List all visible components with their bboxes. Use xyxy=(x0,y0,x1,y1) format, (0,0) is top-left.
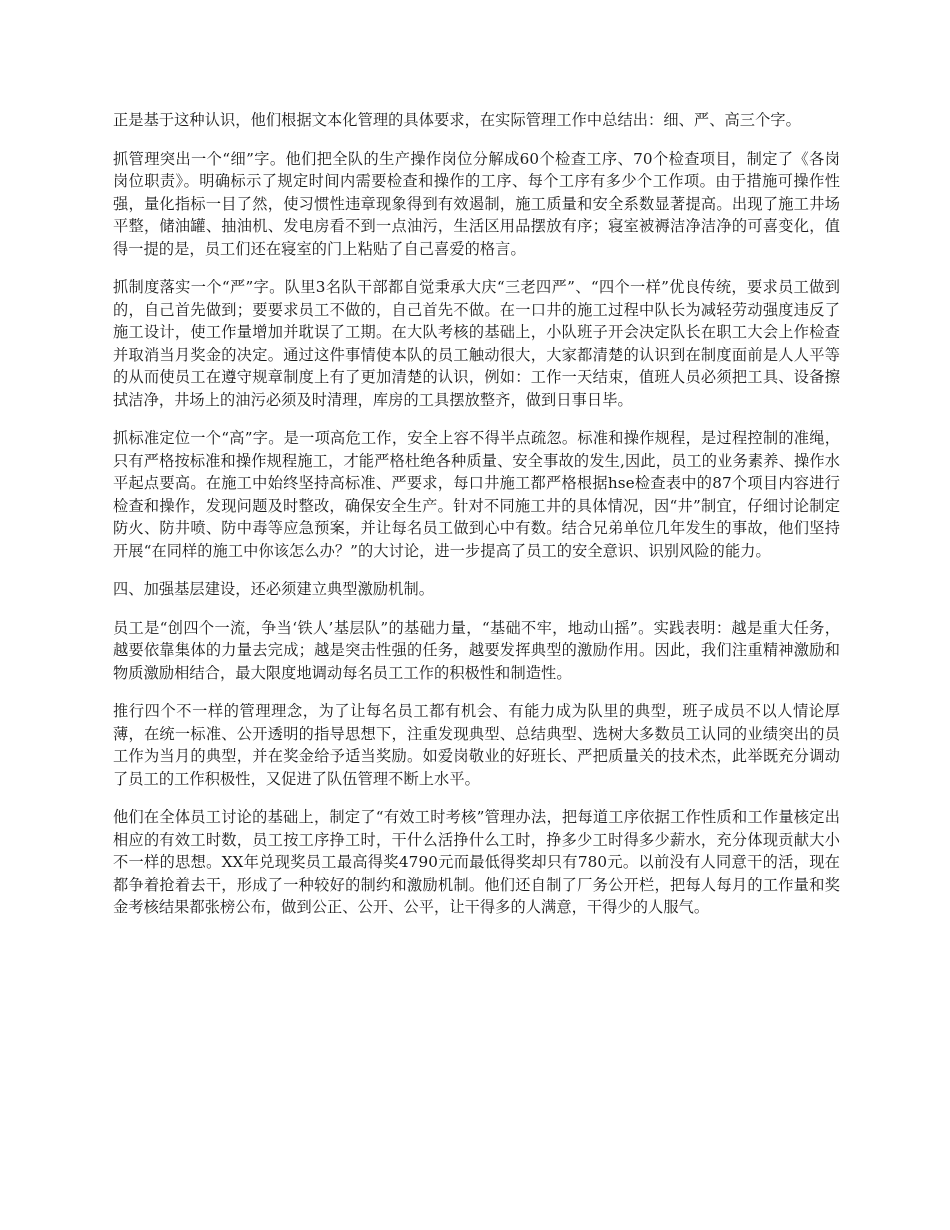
paragraph-intro: 正是基于这种认识，他们根据文本化管理的具体要求，在实际管理工作中总结出：细、严、高三个字。 xyxy=(113,111,801,129)
paragraph-management-concept: 推行四个不一样的管理理念，为了让每名员工都有机会、有能力成为队里的典型，班子成员不以人情论厚薄，在统一标准、公开透明的指导思想下，注重发现典型、总结典型、选树大多数员工认同的业绩突出的员工作为当月的典型，并在奖金给予适当奖励。如爱岗敬业的好班长、严把质量关的技术杰，此举既充分调动了员工的工作积极性，又促进了队伍管理不断上水平。 xyxy=(113,702,840,788)
section-heading-four: 四、加强基层建设，还必须建立典型激励机制。 xyxy=(113,580,435,598)
paragraph-strict: 抓制度落实一个“严”字。队里3名队干部都自觉秉承大庆“三老四严”、“四个一样”优良传统，要求员工做到的，自己首先做到；要要求员工不做的，自己首先不做。在一口井的施工过程中队长为减轻劳动强度违反了施工设计，使工作量增加并耽误了工期。在大队考核的基础上，小队班子开会决定队长在职工大会上作检查并取消当月奖金的决定。通过这件事情使本队的员工触动很大，大家都清楚的认识到在制度面前是人人平等的从而使员工在遵守规章制度上有了更加清楚的认识，例如：工作一天结束，值班人员必须把工具、设备擦拭洁净，井场上的油污必须及时清理，库房的工具摆放整齐，做到日事日毕。 xyxy=(113,278,840,409)
paragraph-detail: 抓管理突出一个“细”字。他们把全队的生产操作岗位分解成60个检查工序、70个检查项目，制定了《各岗岗位职责》。明确标示了规定时间内需要检查和操作的工序、每个工序有多少个工作项。由于措施可操作性强，量化指标一目了然，使习惯性违章现象得到有效遏制，施工质量和安全系数显著提高。出现了施工井场平整，储油罐、抽油机、发电房看不到一点油污，生活区用品摆放有序；寝室被褥洁净洁净的可喜变化，值得一提的是，员工们还在寝室的门上粘贴了自己喜爱的格言。 xyxy=(113,149,840,258)
document-body xyxy=(113,109,840,935)
paragraph-high-standard: 抓标准定位一个“高”字。是一项高危工作，安全上容不得半点疏忽。标准和操作规程，是过程控制的准绳，只有严格按标准和操作规程施工，才能严格杜绝各种质量、安全事故的发生,因此，员工的业务素养、操作水平起点要高。在施工中始终坚持高标准、严要求，每口井施工都严格根据hse检查表中的87个项目内容进行检查和操作，发现问题及时整改，确保安全生产。针对不同施工井的具体情况，因“井”制宜，仔细讨论制定防火、防井喷、防中毒等应急预案，并让每名员工做到心中有数。结合兄弟单位几年发生的事故，他们坚持开展“在同样的施工中你该怎么办？”的大讨论，进一步提高了员工的安全意识、识别风险的能力。 xyxy=(113,429,840,560)
paragraph-work-hours: 他们在全体员工讨论的基础上，制定了“有效工时考核”管理办法，把每道工序依据工作性质和工作量核定出相应的有效工时数，员工按工序挣工时，干什么活挣什么工时，挣多少工时得多少薪水，充分体现贡献大小不一样的思想。XX年兑现奖员工最高得奖4790元而最低得奖却只有780元。以前没有人同意干的活，现在都争着抢着去干，形成了一种较好的制约和激励机制。他们还自制了厂务公开栏，把每人每月的工作量和奖金考核结果都张榜公布，做到公正、公开、公平，让干得多的人满意，干得少的人服气。 xyxy=(113,808,840,916)
paragraph-employees: 员工是“创四个一流，争当‘铁人’基层队”的基础力量，“基础不牢，地动山摇”。实践表明：越是重大任务，越要依靠集体的力量去完成；越是突击性强的任务，越要发挥典型的激励作用。因此，我们注重精神激励和物质激励相结合，最大限度地调动每名员工工作的积极性和制造性。 xyxy=(113,618,840,682)
